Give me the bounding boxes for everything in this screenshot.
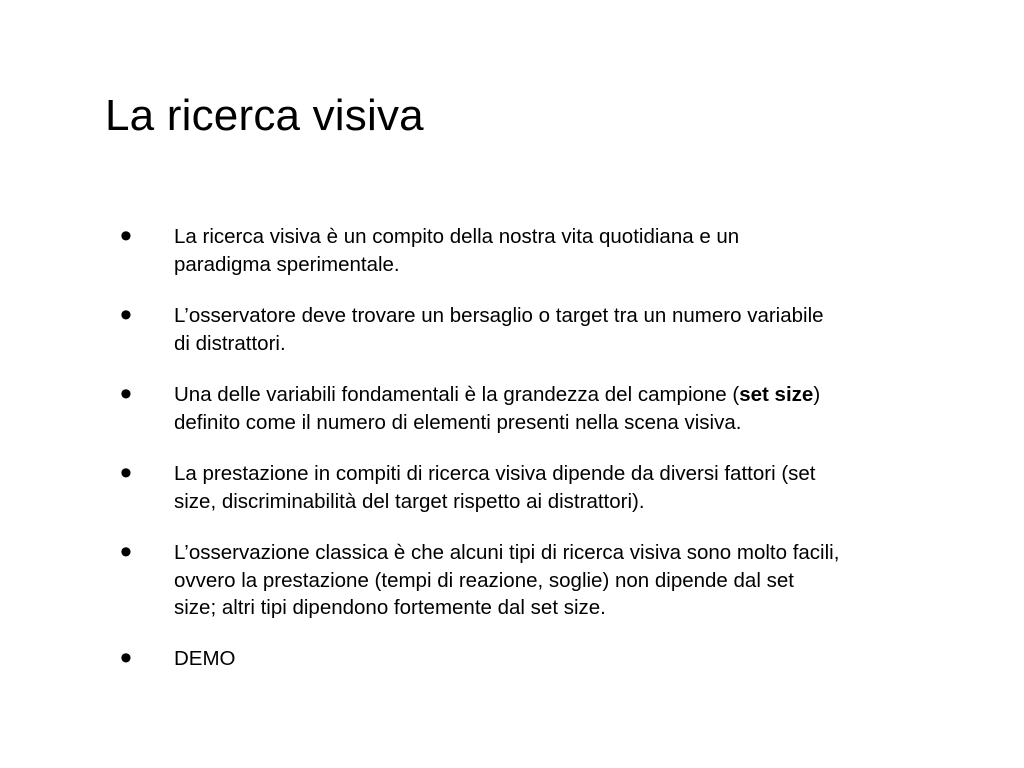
bullet-line: DEMO (174, 647, 236, 670)
bullet-dot-icon: • (120, 454, 132, 492)
bullet-line: paradigma sperimentale. (174, 252, 400, 276)
bullet-dot-icon: • (120, 375, 132, 413)
bullet-text (174, 223, 934, 278)
bullet-text-segment: ) (813, 383, 821, 406)
bullet-text (174, 381, 934, 436)
bullet-line: La ricerca visiva è un compito della nostra vita quotidiana e un (174, 225, 740, 248)
bullet-line: di distrattori. (174, 331, 286, 355)
bullet-line: L’osservatore deve trovare un bersaglio o target tra un numero variabile (174, 304, 824, 327)
bullet-text (174, 539, 934, 622)
bullet-dot-icon: • (120, 296, 132, 334)
bullet-dot-icon: • (120, 639, 132, 677)
bullet-line: size; altri tipi dipendono fortemente dal set size. (174, 596, 606, 619)
bullet-text (174, 645, 934, 673)
bullet-line: size, discriminabilità del target rispetto ai distrattori). (174, 489, 645, 513)
bullet-line: L’osservazione classica è che alcuni tipi di ricerca visiva sono molto facili, (174, 541, 840, 564)
bullet-dot-icon: • (120, 217, 132, 255)
bullet-line: ovvero la prestazione (tempi di reazione, soglie) non dipende dal set (174, 568, 794, 592)
bullet-line: definito come il numero di elementi presenti nella scena visiva. (174, 410, 742, 434)
bullet-line (174, 381, 934, 409)
set-size-term: set size (739, 383, 814, 406)
bullet-line: La prestazione in compiti di ricerca visiva dipende da diversi fattori (set (174, 462, 816, 485)
bullet-text-segment: Una delle variabili fondamentali è la grandezza del campione ( (174, 383, 740, 406)
bullet-text (174, 302, 934, 357)
slide-title: La ricerca visiva (105, 91, 424, 140)
bullet-text (174, 460, 934, 515)
bullet-dot-icon: • (120, 533, 132, 571)
